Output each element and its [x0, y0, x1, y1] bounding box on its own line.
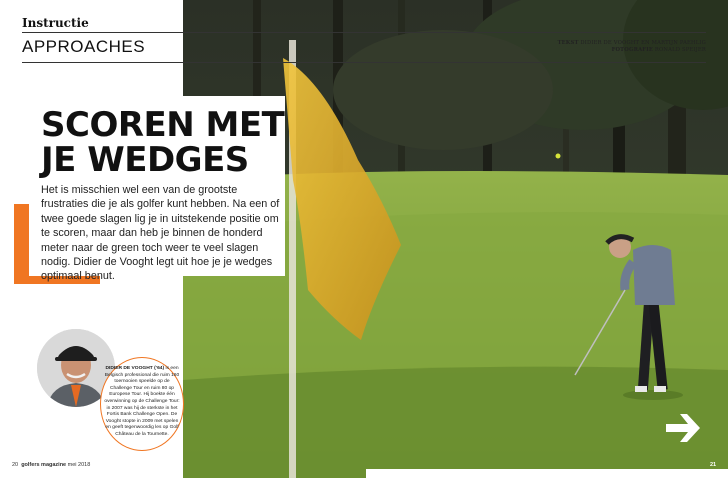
header-rule — [22, 32, 706, 33]
header-rule-bottom — [22, 62, 706, 63]
bottom-strip — [366, 469, 728, 478]
issue-date: mei 2018 — [67, 462, 91, 468]
headline-line-1: SCOREN MET — [41, 105, 285, 145]
page-number-right: 21 — [710, 462, 717, 468]
author-bio — [104, 366, 180, 439]
credits-text-label: TEKST — [557, 40, 579, 46]
headline-line-2: JE WEDGES — [41, 140, 249, 180]
credits-photo-label: FOTOGRAFIE — [611, 47, 653, 53]
bio-name: DIDIER DE VOOGHT (‘64) — [105, 366, 165, 371]
credits-text-authors: DIDIER DE VOOGHT EN MARTIJN PAEHLIG — [580, 40, 706, 46]
intro-paragraph: Het is misschien wel een van de grootste frustraties die je als golfer kunt hebben. Na een of twee goede slagen lig je in uitstekende positie om te scoren, maar dan heb je binnen de honderd meter naar de green toch weer te veel slagen nodig. Didier de Vooght legt uit hoe je je wedges optimaal benut. — [41, 184, 280, 283]
magazine-name: golfers magazine — [21, 462, 67, 468]
section-label: Instructie — [22, 16, 89, 30]
rubric-title: APPROACHES — [22, 37, 146, 56]
credits-photo-author: RONALD SPEIJER — [654, 47, 706, 53]
page-number-left: 20 — [12, 462, 19, 468]
credits — [558, 40, 706, 54]
arrow-right-icon[interactable] — [664, 409, 706, 447]
bio-text: is een Belgisch professional die ruim 160 toernooien speelde op de Challenge Tour en ruim 80 op Europese Tour. Hij boekte één overwinning op de Challenge Tour: in 2007 was hij de sterkste in het Fortis Bank Challenge Open. De Vooght stopte in 2009 met spelen en geeft tegenwoordig les op Golf Château de la Tournette. — [104, 366, 180, 437]
headline — [41, 105, 285, 180]
folio-left — [12, 462, 90, 468]
